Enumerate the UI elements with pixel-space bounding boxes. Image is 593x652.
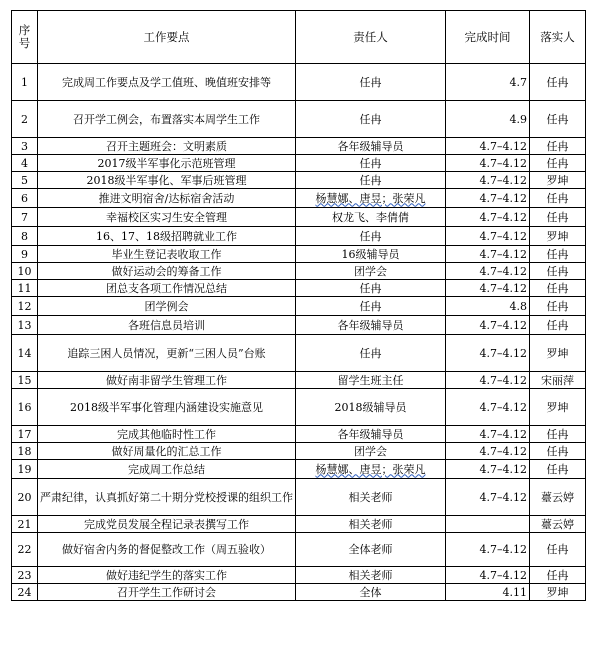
cell-owner: 全体老师 xyxy=(296,533,446,567)
cell-implementer: 罗坤 xyxy=(530,335,586,372)
cell-no: 2 xyxy=(12,101,38,138)
cell-owner: 任冉 xyxy=(296,172,446,189)
cell-implementer: 任冉 xyxy=(530,316,586,335)
table-row xyxy=(12,101,586,138)
table-header-row xyxy=(12,11,586,64)
cell-task: 做好违纪学生的落实工作 xyxy=(38,567,296,584)
cell-no: 17 xyxy=(12,426,38,443)
cell-task: 召开主题班会：文明素质 xyxy=(38,138,296,155)
cell-time: 4.9 xyxy=(446,101,530,138)
cell-implementer: 薹云婷 xyxy=(530,516,586,533)
cell-owner: 任冉 xyxy=(296,297,446,316)
cell-no: 18 xyxy=(12,443,38,460)
cell-task: 团总支各项工作情况总结 xyxy=(38,280,296,297)
cell-task: 召开学工例会，布置落实本周学生工作 xyxy=(38,101,296,138)
cell-time: 4.8 xyxy=(446,297,530,316)
cell-task: 毕业生登记表收取工作 xyxy=(38,246,296,263)
table-row xyxy=(12,316,586,335)
cell-task: 严肃纪律，认真抓好第二十期分党校授课的组织工作 xyxy=(38,479,296,516)
cell-task: 2017级半军事化示范班管理 xyxy=(38,155,296,172)
cell-owner: 权龙飞、李倩倩 xyxy=(296,208,446,227)
cell-implementer: 任冉 xyxy=(530,246,586,263)
cell-implementer: 任冉 xyxy=(530,426,586,443)
cell-task: 完成周工作总结 xyxy=(38,460,296,479)
cell-owner: 16级辅导员 xyxy=(296,246,446,263)
cell-no: 15 xyxy=(12,372,38,389)
cell-task: 幸福校区实习生安全管理 xyxy=(38,208,296,227)
cell-owner: 2018级辅导员 xyxy=(296,389,446,426)
cell-time: 4.7–4.12 xyxy=(446,208,530,227)
cell-no: 6 xyxy=(12,189,38,208)
cell-no: 19 xyxy=(12,460,38,479)
table-row xyxy=(12,516,586,533)
table-row xyxy=(12,335,586,372)
cell-time: 4.7–4.12 xyxy=(446,335,530,372)
table-row xyxy=(12,389,586,426)
cell-implementer: 任冉 xyxy=(530,280,586,297)
cell-time xyxy=(446,516,530,533)
cell-task: 完成周工作要点及学工值班、晚值班安排等 xyxy=(38,64,296,101)
table-row xyxy=(12,584,586,601)
cell-time: 4.7–4.12 xyxy=(446,533,530,567)
cell-no: 5 xyxy=(12,172,38,189)
cell-implementer: 任冉 xyxy=(530,189,586,208)
cell-no: 8 xyxy=(12,227,38,246)
cell-implementer: 宋丽萍 xyxy=(530,372,586,389)
cell-time: 4.7–4.12 xyxy=(446,227,530,246)
cell-implementer: 罗坤 xyxy=(530,389,586,426)
cell-task: 做好周量化的汇总工作 xyxy=(38,443,296,460)
cell-implementer: 罗坤 xyxy=(530,172,586,189)
table-row xyxy=(12,155,586,172)
cell-time: 4.7–4.12 xyxy=(446,443,530,460)
cell-time: 4.7–4.12 xyxy=(446,263,530,280)
cell-time: 4.7–4.12 xyxy=(446,426,530,443)
cell-owner: 杨慧娜、唐昱；张荣凡 xyxy=(296,460,446,479)
table-row xyxy=(12,533,586,567)
cell-time: 4.7 xyxy=(446,64,530,101)
cell-implementer: 任冉 xyxy=(530,64,586,101)
cell-task: 团学例会 xyxy=(38,297,296,316)
cell-owner: 团学会 xyxy=(296,263,446,280)
cell-implementer: 罗坤 xyxy=(530,584,586,601)
header-owner: 责任人 xyxy=(296,11,446,64)
cell-time: 4.7–4.12 xyxy=(446,246,530,263)
work-plan-table xyxy=(11,10,586,601)
table-row xyxy=(12,172,586,189)
cell-owner: 留学生班主任 xyxy=(296,372,446,389)
cell-task: 做好南非留学生管理工作 xyxy=(38,372,296,389)
cell-task: 16、17、18级招聘就业工作 xyxy=(38,227,296,246)
cell-implementer: 罗坤 xyxy=(530,227,586,246)
cell-time: 4.7–4.12 xyxy=(446,172,530,189)
cell-owner: 任冉 xyxy=(296,280,446,297)
cell-owner: 团学会 xyxy=(296,443,446,460)
cell-implementer: 任冉 xyxy=(530,443,586,460)
cell-no: 13 xyxy=(12,316,38,335)
cell-implementer: 任冉 xyxy=(530,263,586,280)
cell-owner: 各年级辅导员 xyxy=(296,316,446,335)
cell-time: 4.7–4.12 xyxy=(446,567,530,584)
cell-task: 各班信息员培训 xyxy=(38,316,296,335)
cell-implementer: 任冉 xyxy=(530,155,586,172)
table-row xyxy=(12,297,586,316)
table-row xyxy=(12,372,586,389)
header-no: 序号 xyxy=(12,11,38,64)
cell-task: 做好运动会的筹备工作 xyxy=(38,263,296,280)
cell-task: 完成其他临时性工作 xyxy=(38,426,296,443)
table-row xyxy=(12,460,586,479)
table-body xyxy=(12,64,586,601)
cell-owner: 任冉 xyxy=(296,227,446,246)
table-row xyxy=(12,280,586,297)
cell-time: 4.7–4.12 xyxy=(446,189,530,208)
cell-time: 4.7–4.12 xyxy=(446,479,530,516)
cell-task: 推进文明宿舍/达标宿舍活动 xyxy=(38,189,296,208)
table-row xyxy=(12,426,586,443)
cell-no: 7 xyxy=(12,208,38,227)
cell-no: 24 xyxy=(12,584,38,601)
cell-implementer: 任冉 xyxy=(530,567,586,584)
cell-owner: 相关老师 xyxy=(296,479,446,516)
cell-implementer: 任冉 xyxy=(530,101,586,138)
cell-owner: 相关老师 xyxy=(296,567,446,584)
cell-time: 4.11 xyxy=(446,584,530,601)
cell-no: 22 xyxy=(12,533,38,567)
cell-owner: 杨慧娜、唐昱；张荣凡 xyxy=(296,189,446,208)
cell-owner: 任冉 xyxy=(296,335,446,372)
cell-owner: 任冉 xyxy=(296,64,446,101)
table-row xyxy=(12,443,586,460)
table-row xyxy=(12,189,586,208)
cell-time: 4.7–4.12 xyxy=(446,155,530,172)
cell-task: 做好宿舍内务的督促整改工作（周五验收） xyxy=(38,533,296,567)
cell-time: 4.7–4.12 xyxy=(446,316,530,335)
table-row xyxy=(12,138,586,155)
cell-task: 2018级半军事化、军事后班管理 xyxy=(38,172,296,189)
cell-no: 20 xyxy=(12,479,38,516)
cell-owner: 任冉 xyxy=(296,155,446,172)
cell-no: 14 xyxy=(12,335,38,372)
table-row xyxy=(12,479,586,516)
cell-time: 4.7–4.12 xyxy=(446,389,530,426)
cell-implementer: 薹云婷 xyxy=(530,479,586,516)
header-implementer: 落实人 xyxy=(530,11,586,64)
cell-implementer: 任冉 xyxy=(530,460,586,479)
cell-implementer: 任冉 xyxy=(530,533,586,567)
cell-task: 2018级半军事化管理内涵建设实施意见 xyxy=(38,389,296,426)
table-row xyxy=(12,567,586,584)
cell-time: 4.7–4.12 xyxy=(446,280,530,297)
cell-no: 12 xyxy=(12,297,38,316)
cell-no: 10 xyxy=(12,263,38,280)
table-row xyxy=(12,227,586,246)
cell-owner: 各年级辅导员 xyxy=(296,426,446,443)
cell-implementer: 任冉 xyxy=(530,208,586,227)
cell-implementer: 任冉 xyxy=(530,297,586,316)
table-row xyxy=(12,208,586,227)
cell-task: 召开学生工作研讨会 xyxy=(38,584,296,601)
cell-task: 完成党员发展全程记录表撰写工作 xyxy=(38,516,296,533)
table-row xyxy=(12,64,586,101)
cell-time: 4.7–4.12 xyxy=(446,372,530,389)
cell-no: 4 xyxy=(12,155,38,172)
cell-task: 追踪三困人员情况，更新“三困人员”台账 xyxy=(38,335,296,372)
table-row xyxy=(12,263,586,280)
cell-no: 9 xyxy=(12,246,38,263)
cell-owner: 任冉 xyxy=(296,101,446,138)
cell-no: 11 xyxy=(12,280,38,297)
cell-no: 1 xyxy=(12,64,38,101)
cell-time: 4.7–4.12 xyxy=(446,460,530,479)
cell-owner: 全体 xyxy=(296,584,446,601)
cell-implementer: 任冉 xyxy=(530,138,586,155)
cell-time: 4.7–4.12 xyxy=(446,138,530,155)
cell-owner: 相关老师 xyxy=(296,516,446,533)
cell-no: 16 xyxy=(12,389,38,426)
header-task: 工作要点 xyxy=(38,11,296,64)
cell-owner: 各年级辅导员 xyxy=(296,138,446,155)
cell-no: 21 xyxy=(12,516,38,533)
cell-no: 3 xyxy=(12,138,38,155)
cell-no: 23 xyxy=(12,567,38,584)
header-time: 完成时间 xyxy=(446,11,530,64)
table-row xyxy=(12,246,586,263)
